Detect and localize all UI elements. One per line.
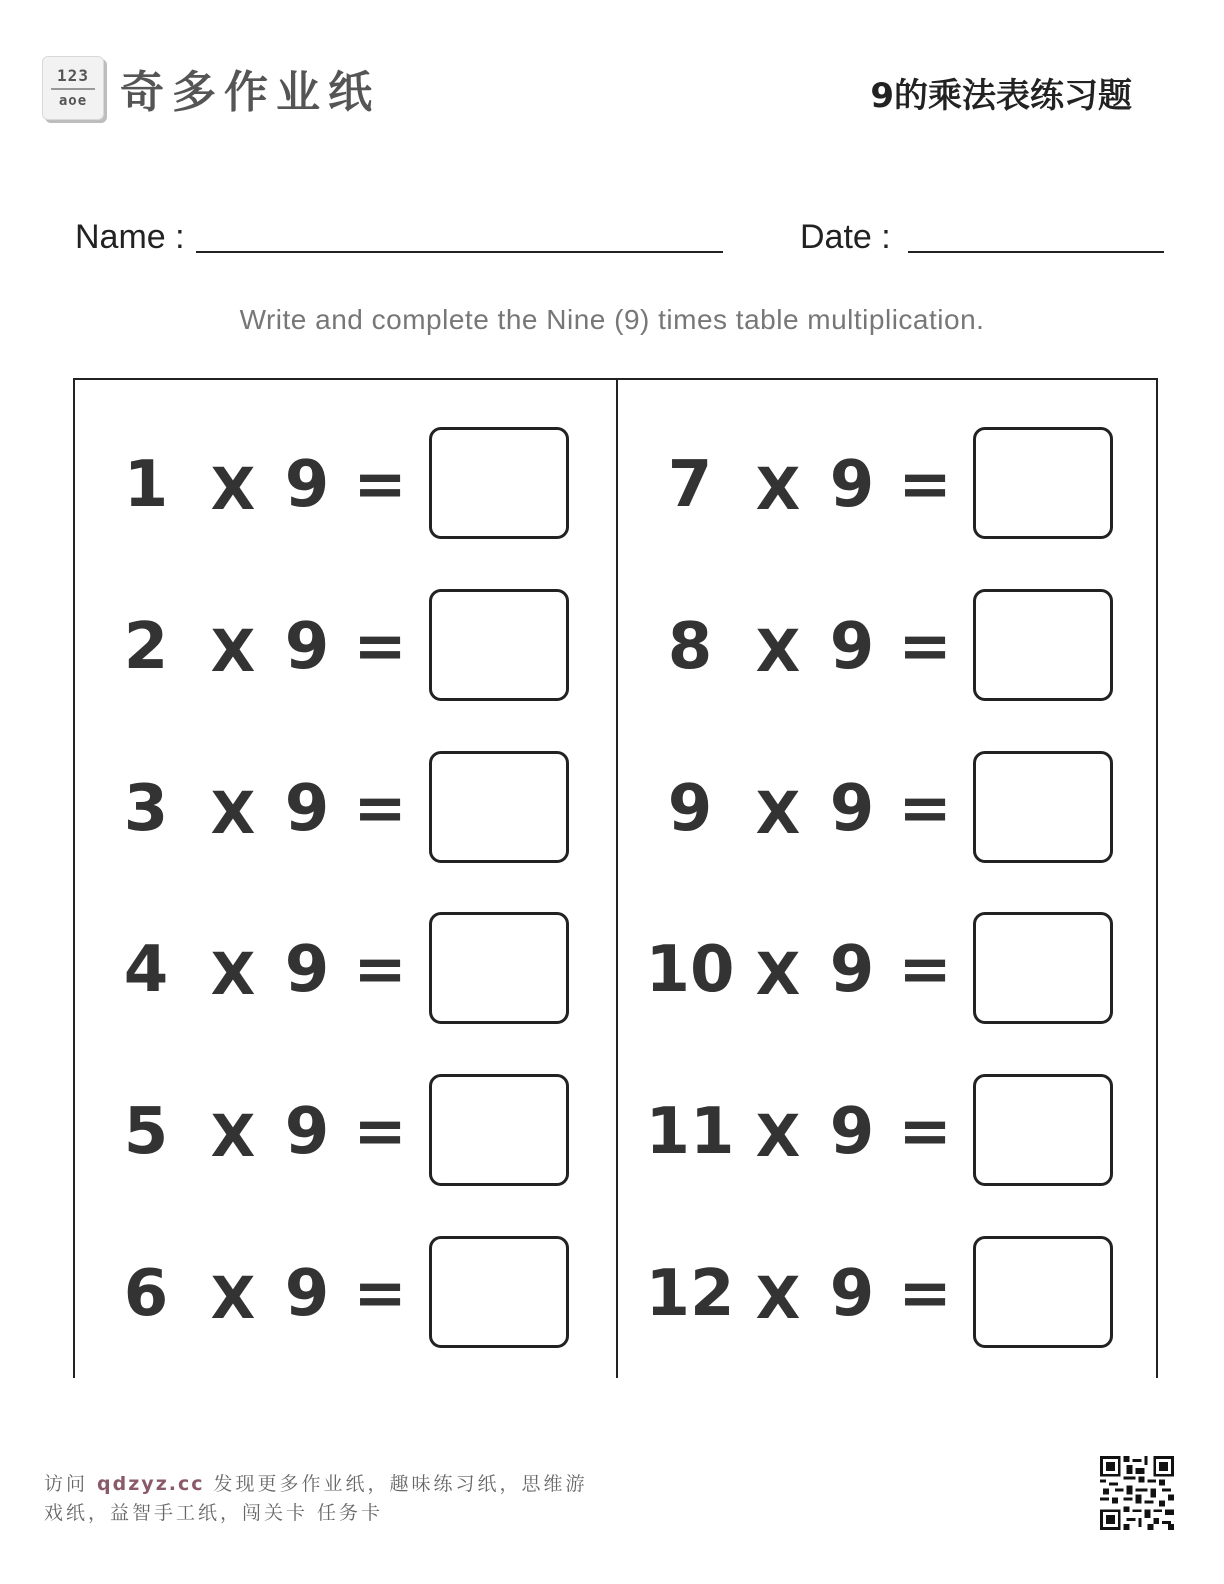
equals-sign: = (353, 610, 407, 684)
equals-sign: = (353, 1095, 407, 1169)
multiplier: 9 (284, 1257, 330, 1331)
name-label: Name : (75, 218, 185, 256)
equals-sign: = (898, 448, 952, 522)
logo-line1: 123 (57, 66, 89, 85)
multiplicand: 12 (645, 1257, 735, 1331)
multiplier: 9 (829, 1095, 875, 1169)
name-field[interactable] (196, 251, 723, 253)
brand-logo (42, 56, 380, 120)
times-sign: X (755, 779, 801, 847)
problem-row (0, 427, 1224, 543)
times-sign: X (210, 1102, 256, 1170)
answer-box[interactable] (973, 912, 1113, 1024)
multiplier: 9 (284, 448, 330, 522)
equals-sign: = (898, 610, 952, 684)
multiplier: 9 (284, 1095, 330, 1169)
multiplier: 9 (829, 772, 875, 846)
multiplicand: 7 (667, 448, 713, 522)
times-sign: X (210, 455, 256, 523)
footer-note (44, 1470, 604, 1528)
times-sign: X (755, 1264, 801, 1332)
answer-box[interactable] (973, 751, 1113, 863)
times-sign: X (210, 779, 256, 847)
times-sign: X (210, 1264, 256, 1332)
problem-row (0, 751, 1224, 867)
times-sign: X (755, 1102, 801, 1170)
problem-row (0, 1236, 1224, 1352)
qr-code-icon (1100, 1456, 1174, 1530)
equals-sign: = (353, 933, 407, 1007)
multiplier: 9 (284, 772, 330, 846)
footer-suffix: 发现更多作业纸，趣味练习纸，思维游戏纸，益智手工纸，闯关卡 任务卡 (44, 1473, 588, 1524)
logo-line2: aoe (58, 93, 88, 109)
multiplicand: 11 (645, 1095, 735, 1169)
times-sign: X (210, 940, 256, 1008)
multiplier: 9 (284, 610, 330, 684)
multiplicand: 4 (123, 933, 169, 1007)
answer-box[interactable] (973, 1074, 1113, 1186)
answer-box[interactable] (973, 589, 1113, 701)
footer-prefix: 访问 (44, 1473, 98, 1495)
multiplier: 9 (829, 933, 875, 1007)
multiplicand: 9 (667, 772, 713, 846)
multiplicand: 2 (123, 610, 169, 684)
multiplier: 9 (284, 933, 330, 1007)
equals-sign: = (898, 1095, 952, 1169)
multiplicand: 6 (123, 1257, 169, 1331)
times-sign: X (755, 617, 801, 685)
equals-sign: = (353, 448, 407, 522)
worksheet-title: 9的乘法表练习题 (870, 76, 1132, 116)
multiplicand: 1 (123, 448, 169, 522)
times-sign: X (210, 617, 256, 685)
equals-sign: = (898, 933, 952, 1007)
multiplicand: 8 (667, 610, 713, 684)
footer-site-link[interactable]: qdzyz.cc (97, 1473, 205, 1495)
problem-row (0, 912, 1224, 1028)
multiplicand: 10 (645, 933, 735, 1007)
equals-sign: = (898, 772, 952, 846)
multiplicand: 3 (123, 772, 169, 846)
times-sign: X (755, 455, 801, 523)
date-label: Date : (800, 218, 891, 256)
multiplier: 9 (829, 610, 875, 684)
answer-box[interactable] (973, 1236, 1113, 1348)
brand-name: 奇多作业纸 (120, 67, 380, 118)
date-field[interactable] (908, 251, 1164, 253)
equals-sign: = (353, 1257, 407, 1331)
equals-sign: = (353, 772, 407, 846)
times-sign: X (755, 940, 801, 1008)
problem-row (0, 1074, 1224, 1190)
answer-box[interactable] (973, 427, 1113, 539)
problem-row (0, 589, 1224, 705)
logo-icon (42, 56, 104, 120)
logo-divider (51, 88, 95, 90)
equals-sign: = (898, 1257, 952, 1331)
multiplier: 9 (829, 448, 875, 522)
multiplicand: 5 (123, 1095, 169, 1169)
instruction-text: Write and complete the Nine (9) times table multiplication. (239, 304, 985, 335)
multiplier: 9 (829, 1257, 875, 1331)
